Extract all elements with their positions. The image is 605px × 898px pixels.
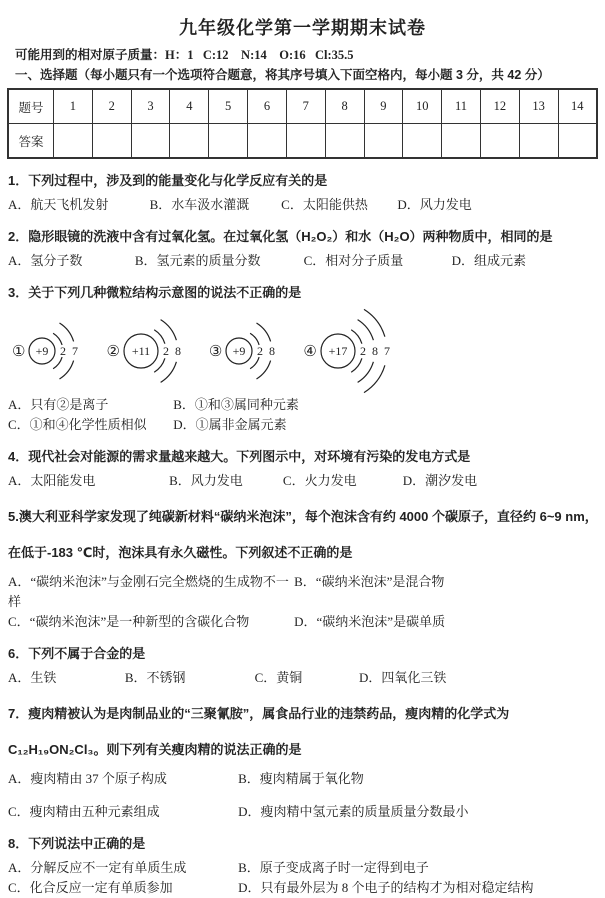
answer-cell	[519, 124, 558, 159]
option-b: B．①和③属同种元素	[173, 397, 299, 412]
question-number-cell: 6	[248, 89, 287, 124]
option-b: B．氢元素的质量分数	[134, 253, 261, 268]
svg-text:+17: +17	[328, 344, 348, 358]
answer-cell	[364, 124, 403, 159]
question-number-cell: 14	[558, 89, 597, 124]
svg-text:7: 7	[72, 344, 79, 358]
option-d: D．组成元素	[451, 253, 527, 268]
question-stem: 4．现代社会对能源的需求量越来越大。下列图示中，对环境有污染的发电方式是	[8, 449, 471, 464]
answer-row-label: 答案	[8, 124, 54, 159]
option-b: B．原子变成离子时一定得到电子	[238, 860, 429, 875]
answer-cell	[286, 124, 325, 159]
question-number-cell: 12	[480, 89, 519, 124]
options-row	[8, 195, 598, 215]
answer-cell	[170, 124, 209, 159]
svg-text:2: 2	[162, 344, 169, 358]
question-8	[7, 830, 598, 898]
option-c: C．瘦肉精由五种元素组成	[8, 804, 160, 819]
option-d: D．潮汐发电	[402, 473, 478, 488]
option-c: C．相对分子质量	[303, 253, 404, 268]
question-number-cell: 11	[442, 89, 481, 124]
question-7	[7, 696, 598, 822]
option-b: B．风力发电	[169, 473, 243, 488]
option-c: C．太阳能供热	[281, 197, 368, 212]
answer-cell	[209, 124, 248, 159]
answer-cell	[131, 124, 170, 159]
option-c: C．化合反应一定有单质参加	[8, 880, 173, 895]
option-d: D．只有最外层为 8 个电子的结构才为相对稳定结构	[238, 880, 534, 895]
answer-cell	[248, 124, 287, 159]
question-stem: 8．下列说法中正确的是	[8, 836, 146, 851]
answer-cell	[325, 124, 364, 159]
question-stem: 1．下列过程中，涉及到的能量变化与化学反应有关的是	[8, 173, 328, 188]
option-a: A．航天飞机发射	[8, 197, 109, 212]
option-a: A．生铁	[8, 670, 57, 685]
question-stem: 3．关于下列几种微粒结构示意图的说法不正确的是	[8, 285, 302, 300]
svg-text:2: 2	[60, 344, 67, 358]
option-d: D．①属非金属元素	[173, 417, 287, 432]
question-number-label: 题号	[8, 89, 54, 124]
answer-table-answer-row	[8, 124, 597, 159]
option-b: B．“碳纳米泡沫”是混合物	[294, 574, 445, 589]
option-d: D．瘦肉精中氢元素的质量质量分数最小	[238, 804, 469, 819]
options-row	[8, 769, 598, 822]
svg-text:8: 8	[371, 344, 378, 358]
svg-text:+9: +9	[36, 344, 49, 358]
atom-diagram-label: ①	[12, 343, 26, 360]
option-d: D．风力发电	[397, 197, 472, 212]
options-row	[8, 668, 598, 688]
option-a: A．分解反应不一定有单质生成	[8, 860, 187, 875]
option-b: B．瘦肉精属于氧化物	[238, 771, 364, 786]
svg-text:8: 8	[174, 344, 181, 358]
option-b: B．不锈钢	[124, 670, 186, 685]
svg-text:8: 8	[269, 344, 276, 358]
question-stem: 2．隐形眼镜的洗液中含有过氧化氢。在过氧化氢（H₂O₂）和水（H₂O）两种物质中，相同的是	[8, 229, 553, 244]
option-a: A．只有②是离子	[8, 397, 109, 412]
answer-cell	[480, 124, 519, 159]
question-1	[7, 167, 598, 215]
options-row	[8, 395, 598, 435]
answer-cell	[403, 124, 442, 159]
answer-cell	[54, 124, 93, 159]
question-stem: 7．瘦肉精被认为是肉制品业的“三聚氰胺”，属食品行业的违禁药品，瘦肉精的化学式为 C₁₂H₁₉ON₂Cl₃。则下列有关瘦肉精的说法正确的是	[8, 706, 510, 757]
question-number-cell: 8	[325, 89, 364, 124]
answer-table	[7, 88, 598, 159]
option-d: D．“碳纳米泡沫”是碳单质	[294, 614, 446, 629]
svg-text:2: 2	[257, 344, 264, 358]
svg-text:2: 2	[359, 344, 366, 358]
question-number-cell: 9	[364, 89, 403, 124]
question-2	[7, 223, 598, 271]
question-number-cell: 2	[92, 89, 131, 124]
atomic-masses-note	[7, 46, 598, 65]
question-6	[7, 640, 598, 688]
option-c: C．火力发电	[282, 473, 357, 488]
answer-table-number-row	[8, 89, 597, 124]
svg-text:7: 7	[383, 344, 390, 358]
question-number-cell: 13	[519, 89, 558, 124]
question-number-cell: 4	[170, 89, 209, 124]
option-c: C．“碳纳米泡沫”是一种新型的含碳化合物	[8, 614, 250, 629]
atomic-masses-label: 可能用到的相对原子质量：	[15, 48, 166, 62]
atom-diagrams	[12, 308, 598, 394]
option-c: C．①和④化学性质相似	[8, 417, 147, 432]
atom-diagram-label: ②	[106, 343, 120, 360]
question-stem: 5.澳大利亚科学家发现了纯碳新材料“碳纳米泡沫”，每个泡沫含有约 4000 个碳原子，直径约 6~9 nm，在低于-183 ℃时，泡沫具有永久磁性。下列叙述不正确的是	[8, 509, 598, 560]
option-a: A．太阳能发电	[8, 473, 96, 488]
atom-diagram	[209, 309, 281, 393]
question-5	[7, 499, 598, 632]
question-4	[7, 443, 598, 491]
question-number-cell: 7	[286, 89, 325, 124]
atom-diagram	[12, 309, 84, 393]
answer-cell	[558, 124, 597, 159]
answer-cell	[442, 124, 481, 159]
question-stem: 6．下列不属于合金的是	[8, 646, 146, 661]
section-heading: 一、选择题（每小题只有一个选项符合题意，将其序号填入下面空格内，每小题 3 分，共 42 分）	[15, 68, 550, 82]
question-number-cell: 3	[131, 89, 170, 124]
option-d: D．四氧化三铁	[359, 670, 447, 685]
option-a: A．“碳纳米泡沫”与金刚石完全燃烧的生成物不一样	[8, 574, 289, 609]
options-row	[8, 471, 598, 491]
option-c: C．黄铜	[254, 670, 303, 685]
svg-text:+11: +11	[131, 344, 151, 358]
svg-text:+9: +9	[232, 344, 246, 358]
atomic-masses-values: H：1 C:12 N:14 O:16 Cl:35.5	[165, 48, 354, 62]
question-3	[7, 279, 598, 435]
atom-diagram	[303, 309, 395, 393]
question-number-cell: 10	[403, 89, 442, 124]
options-row	[8, 858, 598, 898]
question-number-cell: 5	[209, 89, 248, 124]
atom-diagram	[106, 309, 186, 393]
option-b: B．水车汲水灌溉	[149, 197, 250, 212]
atom-diagram-label: ③	[208, 343, 223, 360]
atom-diagram-label: ④	[303, 343, 317, 360]
exam-title: 九年级化学第一学期期末试卷	[179, 18, 426, 38]
options-row	[8, 251, 598, 271]
option-a: A．瘦肉精由 37 个原子构成	[8, 771, 167, 786]
question-number-cell: 1	[54, 89, 93, 124]
options-row	[8, 572, 598, 632]
answer-cell	[92, 124, 131, 159]
option-a: A．氢分子数	[8, 253, 83, 268]
